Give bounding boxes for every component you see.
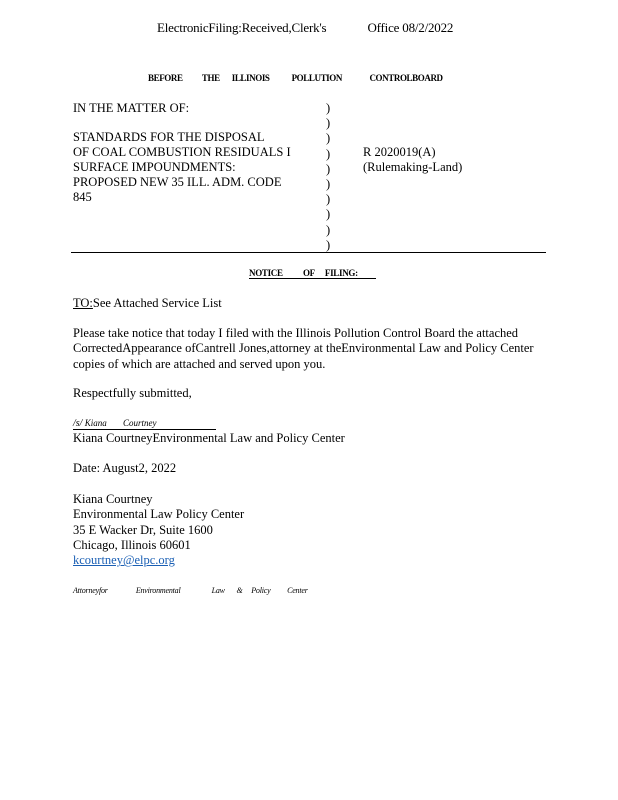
attorney-for-line bbox=[73, 586, 308, 595]
docket-type: (Rulemaking-Land) bbox=[363, 160, 463, 174]
attorney-word: Environmental bbox=[135, 586, 181, 595]
notice-heading-word: FILING: bbox=[324, 268, 358, 278]
caption-parentheses bbox=[326, 101, 330, 253]
paren: ) bbox=[326, 237, 331, 252]
closing-text: Respectfully submitted, bbox=[73, 386, 192, 400]
notice-of-filing-heading bbox=[249, 268, 376, 279]
to-line bbox=[73, 296, 222, 311]
notice-body bbox=[73, 326, 534, 372]
signature-name-line: Kiana CourtneyEnvironmental Law and Policy Center bbox=[73, 431, 345, 445]
to-label: TO: bbox=[73, 296, 93, 310]
board-heading-word: BEFORE bbox=[148, 73, 183, 83]
paren: ) bbox=[326, 131, 331, 146]
board-heading bbox=[148, 73, 443, 83]
paren: ) bbox=[326, 177, 331, 192]
board-heading-word: THE bbox=[201, 73, 220, 83]
docket-info bbox=[363, 145, 462, 175]
paren: ) bbox=[326, 116, 331, 131]
notice-heading-word: OF bbox=[302, 268, 315, 278]
body-line: Please take notice that today I filed with the Illinois Pollution Control Board the attached bbox=[73, 326, 519, 340]
attorney-word: Center bbox=[287, 586, 308, 595]
electronic-filing-stamp bbox=[157, 20, 453, 36]
signature-prefix: /s/ bbox=[73, 418, 83, 429]
filing-office-date: Office 08/2/2022 bbox=[367, 20, 454, 35]
caption-line: SURFACE IMPOUNDMENTS: bbox=[73, 160, 236, 174]
attorney-word: & bbox=[236, 586, 243, 595]
board-heading-word: POLLUTION bbox=[291, 73, 342, 83]
caption-divider bbox=[71, 252, 546, 253]
to-text: See Attached Service List bbox=[92, 296, 222, 310]
docket-number: R 2020019(A) bbox=[363, 145, 436, 159]
body-line: CorrectedAppearance ofCantrell Jones,attorney at theEnvironmental Law and Policy Center bbox=[73, 341, 534, 356]
signature-first: Kiana bbox=[84, 418, 107, 428]
date-line: Date: August2, 2022 bbox=[73, 461, 177, 475]
body-line: copies of which are attached and served upon you. bbox=[73, 356, 326, 371]
paren: ) bbox=[326, 161, 331, 176]
address-name: Kiana Courtney bbox=[73, 492, 153, 506]
attorney-word: Attorneyfor bbox=[73, 586, 108, 595]
address-street: 35 E Wacker Dr, Suite 1600 bbox=[73, 522, 213, 537]
paren: ) bbox=[326, 192, 331, 207]
caption-line: STANDARDS FOR THE DISPOSAL bbox=[73, 130, 265, 144]
paren: ) bbox=[326, 222, 331, 237]
caption-line: 845 bbox=[73, 190, 92, 204]
case-caption bbox=[73, 101, 291, 205]
email-link[interactable]: kcourtney@elpc.org bbox=[73, 553, 175, 568]
attorney-word: Policy bbox=[251, 586, 271, 595]
paren: ) bbox=[326, 146, 331, 161]
signature-last: Courtney bbox=[122, 418, 157, 428]
paren: ) bbox=[326, 101, 331, 115]
filing-received-text: ElectronicFiling:Received,Clerk's bbox=[157, 20, 327, 35]
signature-line bbox=[73, 418, 216, 430]
caption-line: OF COAL COMBUSTION RESIDUALS I bbox=[73, 145, 291, 159]
notice-heading-word: NOTICE bbox=[249, 268, 283, 278]
address-city: Chicago, Illinois 60601 bbox=[73, 537, 191, 552]
board-heading-word: ILLINOIS bbox=[231, 73, 270, 83]
address-org: Environmental Law Policy Center bbox=[73, 507, 245, 522]
attorney-word: Law bbox=[211, 586, 225, 595]
matter-label: IN THE MATTER OF: bbox=[73, 101, 190, 115]
caption-line: PROPOSED NEW 35 ILL. ADM. CODE bbox=[73, 175, 282, 189]
board-heading-word: CONTROLBOARD bbox=[369, 73, 443, 83]
attorney-address-block bbox=[73, 492, 244, 568]
paren: ) bbox=[326, 207, 331, 222]
